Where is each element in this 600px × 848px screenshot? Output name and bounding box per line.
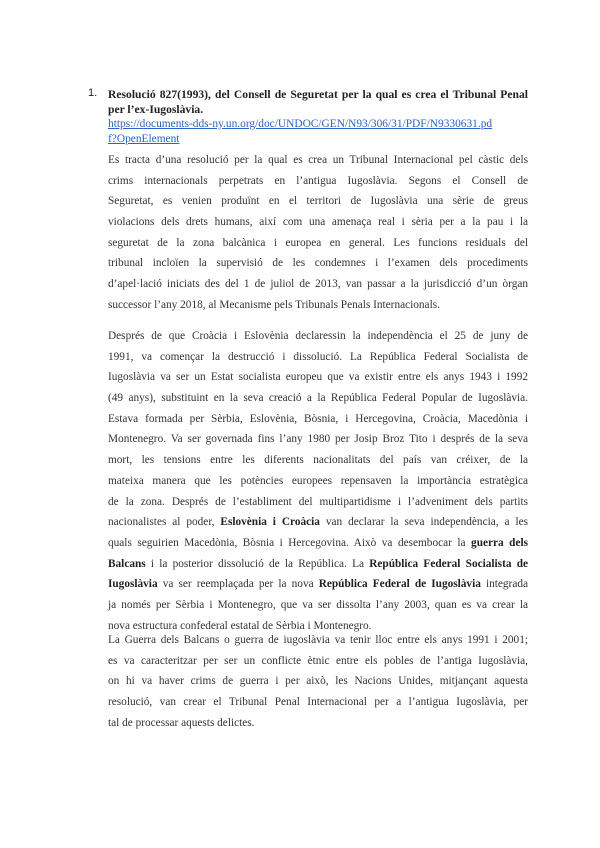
text-line (108, 233, 528, 254)
text-line (108, 429, 528, 450)
text-line (108, 388, 528, 409)
text-segment: tal de processar aquests delictes. (108, 716, 255, 729)
bold-text: Iugoslàvia (108, 578, 158, 591)
text-segment: La Guerra dels Balcans o guerra de iugoslàvia va tenir lloc entre els anys 1991 i 2001; (108, 634, 528, 646)
document-link[interactable] (108, 117, 528, 147)
text-segment: seguretat de la zona balcànica i europea en general. Les funcions residuals del (108, 236, 528, 249)
list-number: 1. (88, 87, 98, 99)
text-segment: (49 anys), substituint en la seva creació a la República Federal Popular de Iugoslàvia. (108, 392, 528, 405)
paragraph-2 (108, 326, 528, 636)
text-segment: mort, les tensions entre les diferents nacionalitats del país van créixer, de la (108, 454, 528, 467)
item-heading (108, 87, 528, 117)
text-line (108, 671, 528, 692)
text-segment: Resolució 827(1993), del Consell de Seguretat per la qual es crea el Tribunal Penal (108, 88, 528, 101)
text-segment: on hi va haver crims de guerra i per això, les Nacions Unides, mitjançant aquesta (108, 675, 528, 688)
text-line (108, 132, 528, 147)
text-segment: Estava formada per Sèrbia, Eslovènia, Bòsnia, i Hercegovina, Croàcia, Macedònia i (108, 412, 528, 425)
text-line (108, 713, 528, 734)
text-line (108, 492, 528, 513)
text-segment: crims internacionals perpetrats en l’antigua Iugoslàvia. Segons el Consell de (108, 174, 528, 187)
bold-text: Eslovènia i Croàcia (220, 516, 320, 529)
text-line (108, 574, 528, 595)
text-line (108, 150, 528, 171)
text-segment: Seguretat, es venien produïnt en el territori de Iugoslàvia una sèrie de greus (108, 195, 528, 208)
text-segment: f?OpenElement (108, 133, 180, 145)
text-segment: 1991, va començar la destrucció i dissolució. La República Federal Socialista de (108, 350, 528, 363)
bold-text: guerra dels (471, 536, 528, 549)
text-line (108, 326, 528, 347)
text-segment: de la zona. Després de l’establiment del multipartidisme i l’adveniment dels partits (108, 495, 528, 508)
text-line (108, 87, 528, 102)
text-segment: per l’ex-Iugoslàvia. (108, 103, 204, 116)
text-segment: mateixa manera que les potències europees repensaven la importància estratègica (108, 474, 528, 487)
text-line (108, 533, 528, 554)
text-segment: integrada (480, 578, 528, 591)
paragraph-3 (108, 630, 528, 733)
text-line (108, 191, 528, 212)
text-segment: https://documents-dds-ny.un.org/doc/UNDOC/GEN/N93/306/31/PDF/N9330631.pd (108, 118, 493, 130)
text-segment: Iugoslàvia va ser un Estat socialista europeu que va existir entre els anys 1943 i 1992 (108, 371, 528, 384)
text-segment: nacionalistes al poder, (108, 516, 221, 529)
text-line (108, 295, 528, 316)
text-segment: successor l’any 2018, al Mecanisme pels Tribunals Penals Internacionals. (108, 298, 440, 311)
text-line (108, 367, 528, 388)
text-line (108, 117, 528, 132)
bold-text: Balcans (108, 557, 146, 570)
text-segment: va ser reemplaçada per la nova (157, 578, 319, 591)
text-segment: Es tracta d’una resolució per la qual es crea un Tribunal Internacional pel càstic dels (108, 154, 528, 166)
text-segment: d’apel·lació iniciats des del 1 de juliol de 2013, van passar a la jurisdicció d’un òrgan (108, 278, 528, 291)
text-line (108, 692, 528, 713)
text-line (108, 595, 528, 616)
text-segment: Després de que Croàcia i Eslovènia declaressin la independència el 25 de juny de (108, 330, 528, 342)
bold-text: República Federal Socialista de (369, 557, 528, 570)
text-line (108, 512, 528, 533)
text-segment: tribunal incloïen la supervisió de les condemnes i l’examen dels procediments (108, 257, 528, 270)
text-line (108, 171, 528, 192)
text-line (108, 630, 528, 651)
paragraph-1 (108, 150, 528, 316)
text-line (108, 450, 528, 471)
bold-text: República Federal de Iugoslàvia (318, 578, 481, 591)
text-segment: van declarar la seva independència, a les (319, 516, 528, 529)
text-segment: violacions dels drets humans, així com una amenaça real i sèria per a la pau i la (108, 216, 528, 229)
text-segment: nova estructura confederal estatal de Sèrbia i Montenegro. (108, 619, 372, 632)
text-line (108, 651, 528, 672)
text-line (108, 253, 528, 274)
text-segment: resolució, van crear el Tribunal Penal Internacional per a l’antigua Iugoslàvia, per (108, 696, 528, 709)
text-segment: es va caracteritzar per ser un conflicte ètnic entre els pobles de l’antiga Iugoslàvia, (108, 654, 528, 667)
text-line (108, 409, 528, 430)
text-line (108, 554, 528, 575)
text-segment: Montenegro. Va ser governada fins l’any 1980 per Josip Broz Tito i després de la seva (108, 433, 528, 446)
text-segment: ja només per Sèrbia i Montenegro, que va ser dissolta l’any 2003, quan es va crear la (108, 598, 528, 611)
text-line (108, 102, 528, 117)
text-segment: quals seguirien Macedònia, Bòsnia i Hercegovina. Això va desembocar la (108, 536, 472, 549)
text-line (108, 212, 528, 233)
text-line (108, 471, 528, 492)
text-segment: i la posterior dissolució de la República. La (145, 557, 370, 570)
text-line (108, 274, 528, 295)
text-line (108, 347, 528, 368)
